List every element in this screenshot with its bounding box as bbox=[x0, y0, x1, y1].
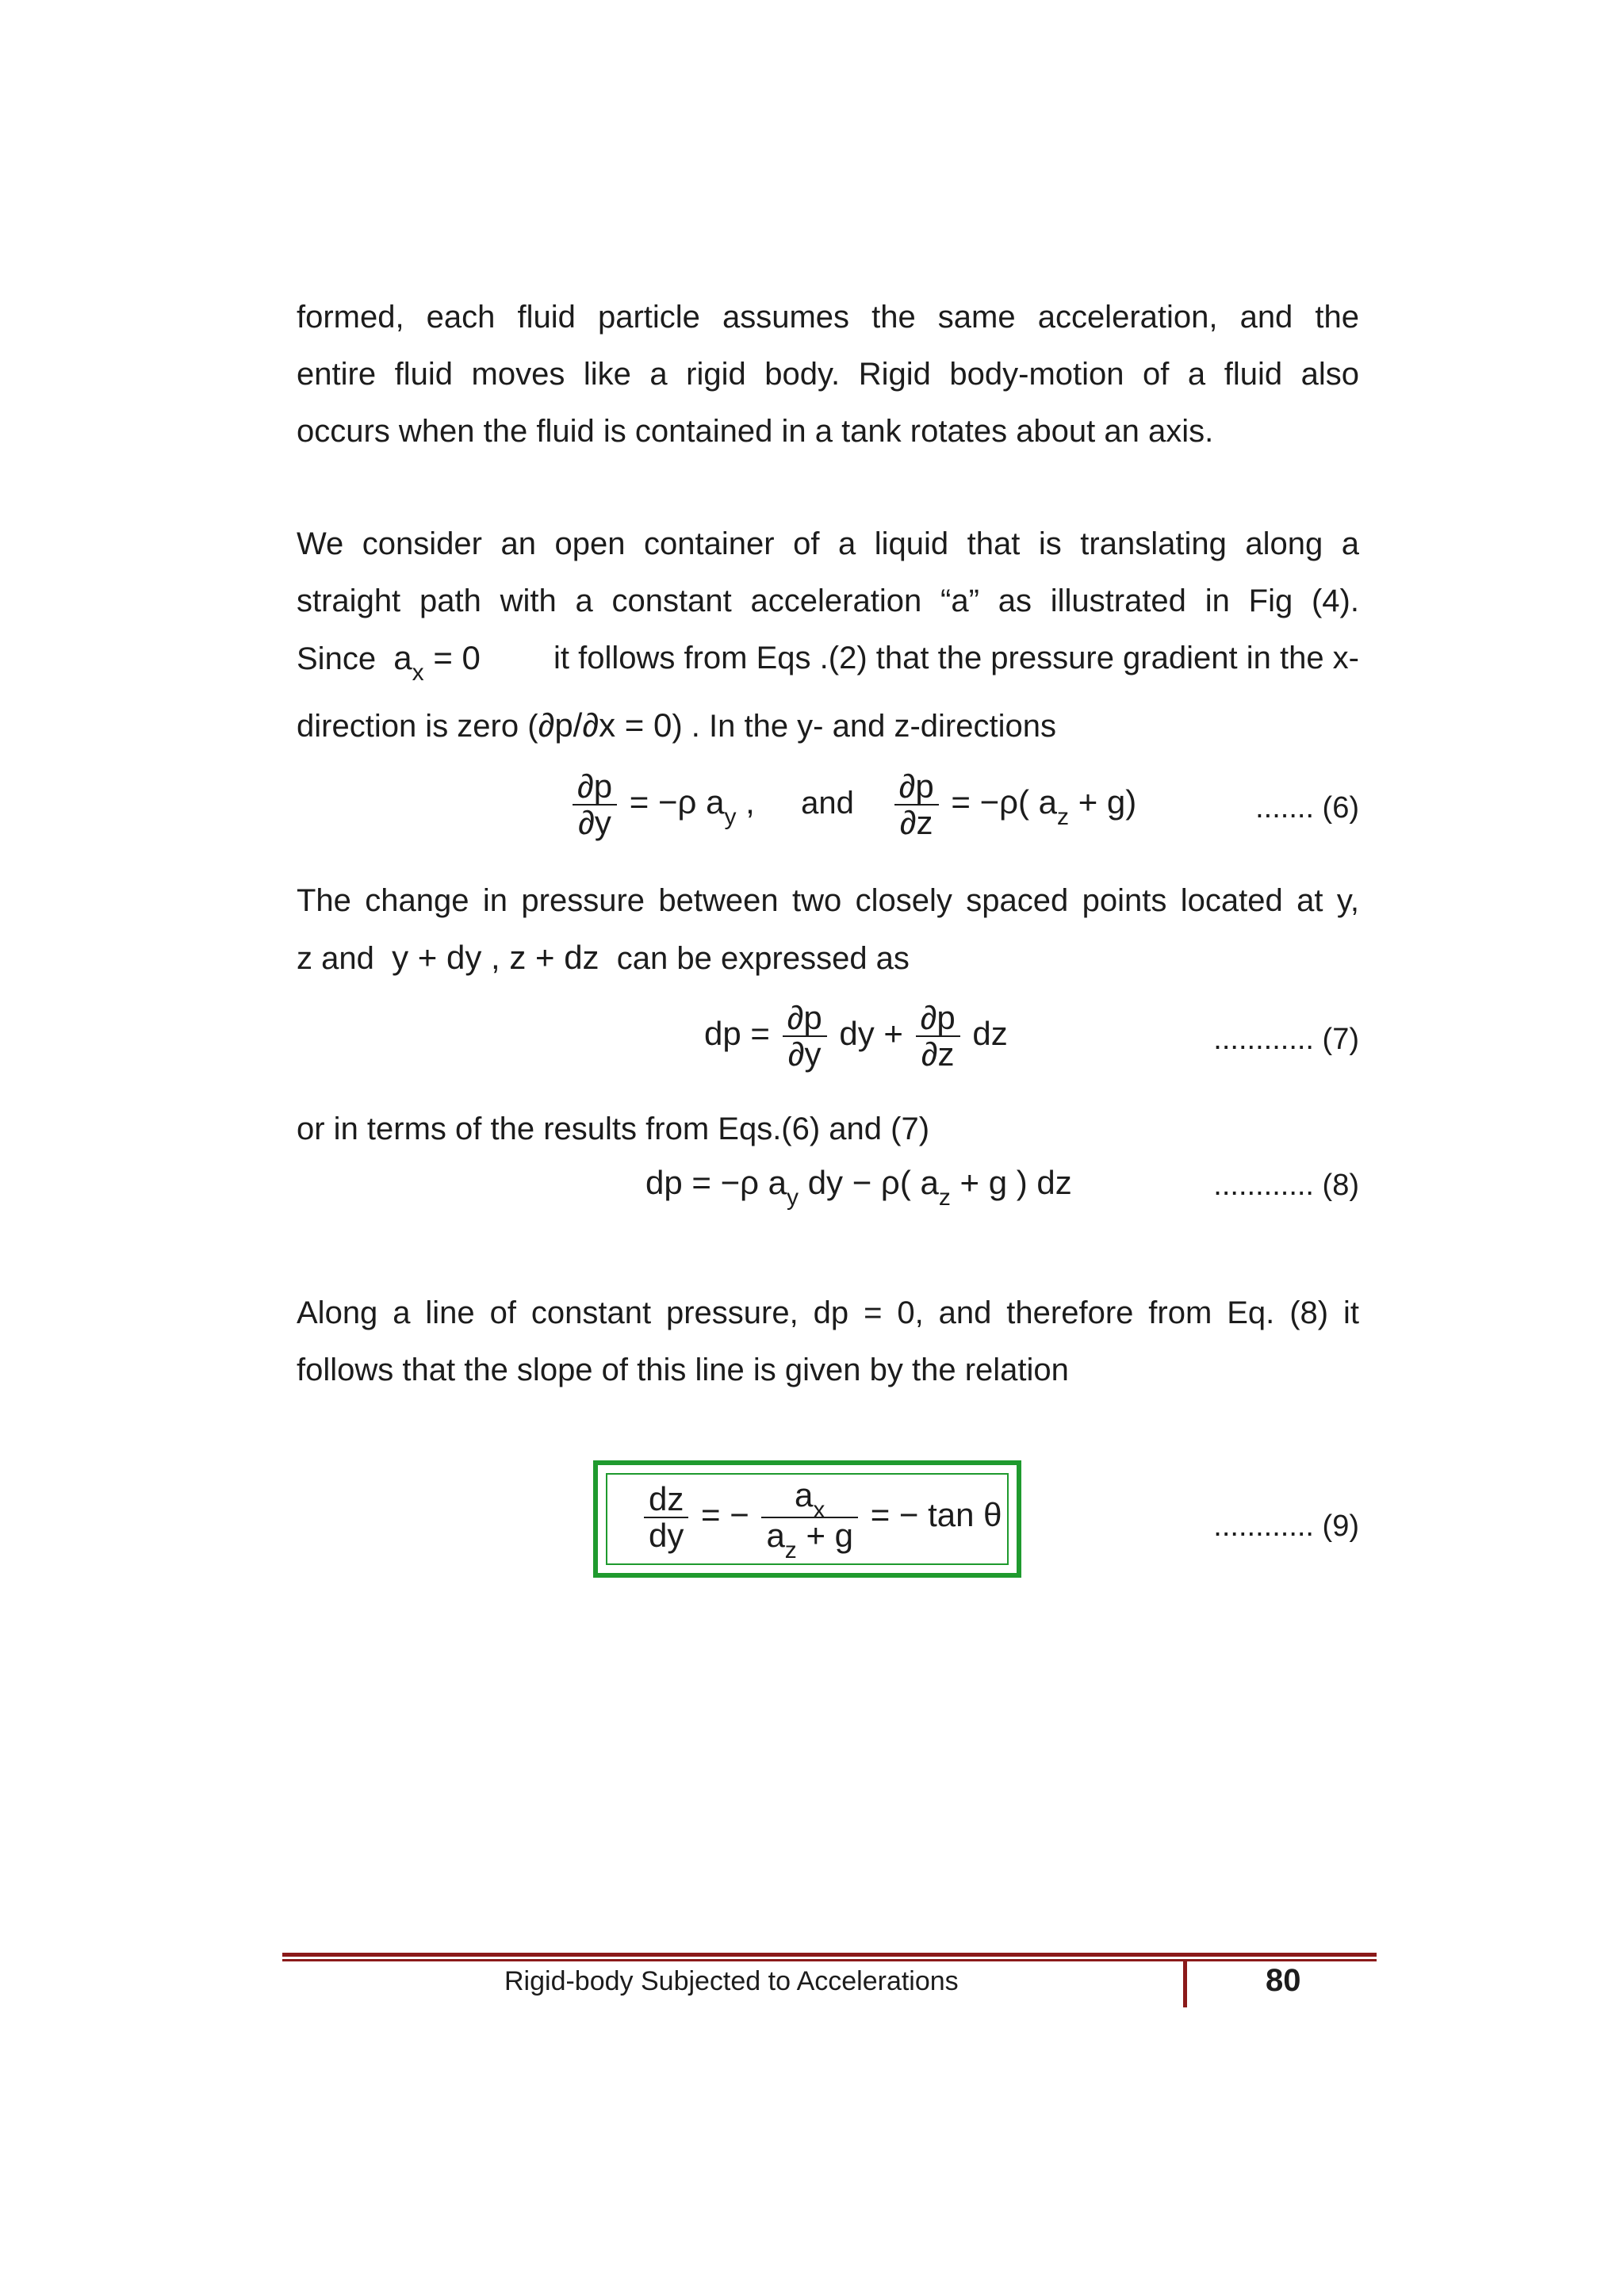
footer-title: Rigid-body Subjected to Accelerations bbox=[504, 1966, 959, 1996]
paragraph-1 bbox=[297, 289, 1359, 460]
equation-6: $\frac{\partial p}{\partial y}$ = −ρ $a_y$ , and $\frac{\partial p}{\partial z}$ = −ρ( $a_z + g$) bbox=[569, 769, 1136, 840]
text-line: follows that the slope of this line is given by the relation bbox=[297, 1353, 1069, 1387]
inline-math: y + dy , z + dz bbox=[392, 939, 599, 976]
equation-9: $\frac{dz}{dy}$ = − $\frac{a_x}{a_z + g}$ = − tan θ bbox=[641, 1478, 1002, 1557]
text-fragment: direction is zero ( bbox=[297, 709, 538, 744]
text-line: formed, each fluid particle assumes the same acceleration, and the bbox=[297, 300, 1359, 335]
text-line bbox=[297, 629, 1359, 691]
text-line: occurs when the fluid is contained in a tank rotates about an axis. bbox=[297, 414, 1214, 449]
text-line: We consider an open container of a liquid that is translating along a bbox=[297, 526, 1359, 561]
text-line: or in terms of the results from Eqs.(6) and (7) bbox=[297, 1112, 930, 1146]
text-line: The change in pressure between two closely spaced points located at y, bbox=[297, 883, 1359, 918]
inline-math: $a_x = 0$ bbox=[393, 639, 481, 686]
fraction: $\frac{\partial p}{\partial z}$ bbox=[916, 1001, 960, 1072]
footer-rule bbox=[282, 1953, 1377, 1957]
equation-7: dp = $\frac{\partial p}{\partial y}$ dy + $\frac{\partial p}{\partial z}$ dz bbox=[704, 999, 1008, 1073]
text-fragment: Since bbox=[297, 641, 377, 676]
text-line: Along a line of constant pressure, dp = 0, and therefore from Eq. (8) it bbox=[297, 1295, 1359, 1330]
equation-8: dp = −ρ $a_y$ dy − ρ( $a_z + g$ ) dz bbox=[645, 1164, 1072, 1211]
text-line: straight path with a constant acceleration “a” as illustrated in Fig (4). bbox=[297, 584, 1359, 618]
paragraph-4 bbox=[297, 1100, 1359, 1158]
paragraph-2 bbox=[297, 515, 1359, 755]
fraction: $\frac{dz}{dy}$ bbox=[644, 1482, 688, 1553]
footer-rule bbox=[282, 1959, 1377, 1961]
text-fragment: can be expressed as bbox=[616, 941, 910, 976]
text-line: entire fluid moves like a rigid body. Rigid body-motion of a fluid also bbox=[297, 357, 1359, 392]
text-fragment: ) . In the y- and z-directions bbox=[672, 709, 1056, 744]
text-line bbox=[297, 697, 1359, 755]
fraction: $\frac{a_x}{a_z + g}$ bbox=[761, 1478, 858, 1557]
footer-divider bbox=[1183, 1961, 1187, 2007]
text-fragment: z and bbox=[297, 941, 374, 976]
page-number: 80 bbox=[1266, 1963, 1301, 1998]
equation-number: ............ (8) bbox=[1213, 1169, 1359, 1202]
equation-number: ....... (6) bbox=[1255, 791, 1359, 825]
text-fragment: it follows from Eqs .(2) that the pressure gradient in the x- bbox=[553, 641, 1359, 675]
fraction: $\frac{\partial p}{\partial y}$ bbox=[783, 1001, 827, 1072]
equation-box bbox=[593, 1460, 1021, 1578]
equation-number: ............ (9) bbox=[1213, 1510, 1359, 1543]
fraction: $\frac{\partial p}{\partial z}$ bbox=[894, 769, 939, 840]
paragraph-5 bbox=[297, 1284, 1359, 1399]
inline-math: ∂p/∂x = 0 bbox=[538, 706, 672, 744]
fraction: $\frac{\partial p}{\partial y}$ bbox=[573, 769, 617, 840]
paragraph-3 bbox=[297, 872, 1359, 987]
text-line bbox=[297, 929, 1359, 987]
equation-number: ............ (7) bbox=[1213, 1023, 1359, 1056]
